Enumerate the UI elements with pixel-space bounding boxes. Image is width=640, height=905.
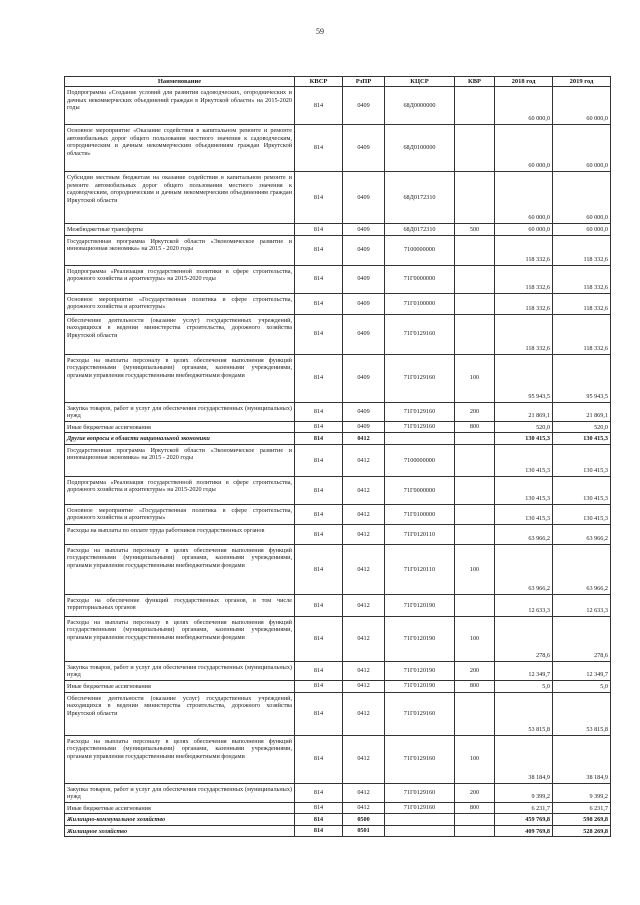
cell-2018: 118 332,6 [495, 314, 553, 354]
cell-kcsr: 71Г0129160 [385, 314, 455, 354]
table-row [65, 265, 611, 293]
cell-rzpr: 0409 [343, 224, 385, 236]
cell-kvr [455, 125, 495, 172]
header-rzpr: РзПР [343, 77, 385, 87]
cell-kcsr: 71Г0100000 [385, 504, 455, 524]
cell-name: Подпрограмма «Создание условий для развития садоводческих, огороднических и дачных некоммерческих объединений граждан в Иркутской области» на 2015-2020 годы [65, 87, 295, 125]
cell-kcsr: 68Д0172310 [385, 224, 455, 236]
cell-rzpr: 0412 [343, 661, 385, 680]
cell-rzpr: 0412 [343, 433, 385, 445]
cell-name: Иные бюджетные ассигнования [65, 421, 295, 433]
cell-2018: 5,0 [495, 680, 553, 692]
table-row [65, 433, 611, 445]
cell-2019: 130 415,3 [553, 444, 611, 476]
cell-kcsr: 7100000000 [385, 235, 455, 265]
cell-rzpr: 0501 [343, 825, 385, 837]
cell-name: Расходы на выплаты персоналу в целях обеспечения выполнения функций государственными (муниципальными) органами, казенными учреждениями, органами управления государственными внебюджетными фондами [65, 616, 295, 661]
cell-rzpr: 0412 [343, 616, 385, 661]
cell-name: Расходы на выплаты персоналу в целях обеспечения выполнения функций государственными (муниципальными) органами, казенными учреждениями, органами управления государственными внебюджетными фондами [65, 735, 295, 783]
cell-2018: 12 349,7 [495, 661, 553, 680]
cell-kvsr: 814 [295, 524, 343, 544]
cell-kvsr: 814 [295, 680, 343, 692]
cell-2018: 118 332,6 [495, 293, 553, 314]
cell-2018: 21 869,1 [495, 402, 553, 421]
cell-name: Межбюджетные трансферты [65, 224, 295, 236]
cell-rzpr: 0409 [343, 235, 385, 265]
cell-kvr [455, 433, 495, 445]
cell-kvsr: 814 [295, 87, 343, 125]
cell-kvr [455, 524, 495, 544]
cell-name: Расходы на выплаты по оплате труда работников государственных органов [65, 524, 295, 544]
cell-rzpr: 0409 [343, 172, 385, 224]
budget-table [64, 76, 611, 837]
cell-name: Иные бюджетные ассигнования [65, 802, 295, 814]
cell-name: Государственная программа Иркутской области «Экономическое развитие и инновационная экономика» на 2015 - 2020 годы [65, 444, 295, 476]
table-row [65, 814, 611, 826]
cell-kvsr: 814 [295, 476, 343, 504]
table-row [65, 235, 611, 265]
cell-2018: 118 332,6 [495, 235, 553, 265]
cell-rzpr: 0409 [343, 402, 385, 421]
cell-2019: 598 269,8 [553, 814, 611, 826]
cell-kvsr: 814 [295, 544, 343, 594]
cell-2019: 118 332,6 [553, 265, 611, 293]
cell-name: Обеспечение деятельности (оказание услуг) государственных учреждений, находящихся в ведении министерства строительства, дорожного хозяйства Иркутской области [65, 692, 295, 735]
cell-kvr [455, 235, 495, 265]
cell-kvr [455, 293, 495, 314]
cell-rzpr: 0412 [343, 476, 385, 504]
table-row [65, 594, 611, 616]
cell-kvsr: 814 [295, 402, 343, 421]
cell-2019: 520,0 [553, 421, 611, 433]
cell-kvr: 800 [455, 802, 495, 814]
cell-kcsr: 71Г0129160 [385, 421, 455, 433]
header-2018: 2018 год [495, 77, 553, 87]
cell-2018: 520,0 [495, 421, 553, 433]
cell-2018: 60 000,0 [495, 87, 553, 125]
cell-kvr [455, 594, 495, 616]
table-row [65, 314, 611, 354]
cell-name: Расходы на обеспечение функций государственных органов, в том числе территориальных органов [65, 594, 295, 616]
cell-kvsr: 814 [295, 421, 343, 433]
cell-kcsr: 71Г0129160 [385, 783, 455, 802]
cell-rzpr: 0409 [343, 125, 385, 172]
cell-2019: 118 332,6 [553, 293, 611, 314]
cell-kvr [455, 814, 495, 826]
cell-kvsr: 814 [295, 293, 343, 314]
cell-rzpr: 0412 [343, 544, 385, 594]
cell-kvsr: 814 [295, 504, 343, 524]
cell-kvr: 100 [455, 616, 495, 661]
cell-rzpr: 0409 [343, 87, 385, 125]
cell-2019: 528 269,8 [553, 825, 611, 837]
cell-2019: 5,0 [553, 680, 611, 692]
cell-kcsr: 68Д0100000 [385, 125, 455, 172]
table-row [65, 524, 611, 544]
cell-kcsr: 71Г0129160 [385, 802, 455, 814]
cell-kcsr: 71Г0000000 [385, 265, 455, 293]
header-kvsr: КВСР [295, 77, 343, 87]
cell-name: Государственная программа Иркутской области «Экономическое развитие и инновационная экономика» на 2015 - 2020 годы [65, 235, 295, 265]
table-row [65, 544, 611, 594]
cell-name: Обеспечение деятельности (оказание услуг) государственных учреждений, находящихся в ведении министерства строительства, дорожного хозяйства Иркутской области [65, 314, 295, 354]
cell-kcsr: 71Г0120190 [385, 661, 455, 680]
cell-2018: 118 332,6 [495, 265, 553, 293]
header-2019: 2019 год [553, 77, 611, 87]
cell-rzpr: 0412 [343, 692, 385, 735]
cell-kvsr: 814 [295, 314, 343, 354]
cell-2019: 53 815,8 [553, 692, 611, 735]
cell-kcsr [385, 825, 455, 837]
cell-name: Иные бюджетные ассигнования [65, 680, 295, 692]
cell-kvsr: 814 [295, 814, 343, 826]
table-row [65, 172, 611, 224]
table-row [65, 87, 611, 125]
cell-kvsr: 814 [295, 354, 343, 402]
cell-2018: 130 415,3 [495, 476, 553, 504]
table-row [65, 680, 611, 692]
cell-kvr [455, 265, 495, 293]
cell-kvr: 100 [455, 544, 495, 594]
cell-name: Субсидии местным бюджетам на оказание содействия в капитальном ремонте и ремонте автомобильных дорог общего пользования местного значения к садоводческим, огородническим и дачным некоммерческим объединениям граждан Иркутской области [65, 172, 295, 224]
cell-2019: 60 000,0 [553, 125, 611, 172]
cell-rzpr: 0412 [343, 735, 385, 783]
cell-name: Закупка товаров, работ и услуг для обеспечения государственных (муниципальных) нужд [65, 661, 295, 680]
cell-2019: 60 000,0 [553, 224, 611, 236]
table-row [65, 661, 611, 680]
cell-kvr [455, 692, 495, 735]
cell-kvr: 200 [455, 783, 495, 802]
cell-2019: 12 633,3 [553, 594, 611, 616]
cell-kcsr: 71Г0120110 [385, 524, 455, 544]
cell-2019: 38 184,9 [553, 735, 611, 783]
cell-kcsr: 71Г0100000 [385, 293, 455, 314]
cell-kvsr: 814 [295, 235, 343, 265]
cell-name: Подпрограмма «Реализация государственной политики в сфере строительства, дорожного хозяйства и архитектуры» на 2015-2020 годы [65, 476, 295, 504]
table-row [65, 802, 611, 814]
cell-2019: 60 000,0 [553, 172, 611, 224]
table-row [65, 402, 611, 421]
cell-2018: 6 231,7 [495, 802, 553, 814]
cell-kcsr [385, 814, 455, 826]
cell-name: Закупка товаров, работ и услуг для обеспечения государственных (муниципальных) нужд [65, 783, 295, 802]
cell-kcsr: 68Д0172310 [385, 172, 455, 224]
cell-kcsr: 7100000000 [385, 444, 455, 476]
table-row [65, 692, 611, 735]
cell-2018: 63 966,2 [495, 544, 553, 594]
cell-rzpr: 0412 [343, 783, 385, 802]
cell-kvr [455, 504, 495, 524]
cell-kvr: 200 [455, 402, 495, 421]
cell-kcsr: 71Г0000000 [385, 476, 455, 504]
cell-kvsr: 814 [295, 735, 343, 783]
table-row [65, 125, 611, 172]
cell-rzpr: 0412 [343, 504, 385, 524]
table-row [65, 783, 611, 802]
cell-2019: 118 332,6 [553, 314, 611, 354]
cell-kvr: 100 [455, 735, 495, 783]
cell-kvr [455, 314, 495, 354]
table-row [65, 444, 611, 476]
cell-2019: 6 231,7 [553, 802, 611, 814]
cell-kvsr: 814 [295, 616, 343, 661]
cell-2018: 278,6 [495, 616, 553, 661]
cell-rzpr: 0412 [343, 802, 385, 814]
table-row [65, 224, 611, 236]
cell-kcsr [385, 433, 455, 445]
cell-2019: 63 966,2 [553, 524, 611, 544]
cell-kvsr: 814 [295, 661, 343, 680]
cell-kcsr: 71Г0129160 [385, 354, 455, 402]
cell-rzpr: 0412 [343, 444, 385, 476]
cell-2018: 95 943,5 [495, 354, 553, 402]
cell-rzpr: 0409 [343, 421, 385, 433]
cell-2018: 459 769,8 [495, 814, 553, 826]
cell-kvsr: 814 [295, 783, 343, 802]
cell-kvsr: 814 [295, 224, 343, 236]
cell-kvsr: 814 [295, 802, 343, 814]
table-body [65, 87, 611, 837]
cell-kvsr: 814 [295, 433, 343, 445]
table-row [65, 421, 611, 433]
cell-kvr [455, 87, 495, 125]
cell-2019: 130 415,3 [553, 433, 611, 445]
table-header-row [65, 77, 611, 87]
cell-name: Жилищное хозяйство [65, 825, 295, 837]
header-name: Наименование [65, 77, 295, 87]
cell-kvr [455, 825, 495, 837]
cell-kcsr: 68Д0000000 [385, 87, 455, 125]
cell-2018: 130 415,3 [495, 444, 553, 476]
cell-kvr: 200 [455, 661, 495, 680]
cell-name: Расходы на выплаты персоналу в целях обеспечения выполнения функций государственными (муниципальными) органами, казенными учреждениями, органами управления государственными внебюджетными фондами [65, 544, 295, 594]
cell-rzpr: 0412 [343, 524, 385, 544]
cell-rzpr: 0409 [343, 293, 385, 314]
cell-2019: 130 415,3 [553, 476, 611, 504]
cell-2019: 118 332,6 [553, 235, 611, 265]
table-row [65, 504, 611, 524]
cell-2019: 9 399,2 [553, 783, 611, 802]
header-kcsr: КЦСР [385, 77, 455, 87]
cell-rzpr: 0500 [343, 814, 385, 826]
table-row [65, 735, 611, 783]
cell-kcsr: 71Г0129160 [385, 735, 455, 783]
cell-2018: 53 815,8 [495, 692, 553, 735]
cell-2019: 12 349,7 [553, 661, 611, 680]
header-kvr: КВР [455, 77, 495, 87]
cell-rzpr: 0409 [343, 265, 385, 293]
cell-kvsr: 814 [295, 444, 343, 476]
cell-name: Подпрограмма «Реализация государственной политики в сфере строительства, дорожного хозяйства и архитектуры» на 2015-2020 годы [65, 265, 295, 293]
cell-kvr: 500 [455, 224, 495, 236]
cell-name: Другие вопросы в области национальной экономики [65, 433, 295, 445]
cell-2018: 409 769,8 [495, 825, 553, 837]
table-row [65, 354, 611, 402]
cell-2019: 95 943,5 [553, 354, 611, 402]
cell-name: Основное мероприятие «Оказание содействия в капитальном ремонте и ремонте автомобильных дорог общего пользования местного значения к садоводческим, огородническим и дачным некоммерческим объединениям граждан Иркутской области» [65, 125, 295, 172]
cell-kvsr: 814 [295, 594, 343, 616]
cell-2018: 60 000,0 [495, 224, 553, 236]
cell-rzpr: 0412 [343, 680, 385, 692]
table-row [65, 293, 611, 314]
cell-kvsr: 814 [295, 172, 343, 224]
cell-2018: 60 000,0 [495, 172, 553, 224]
cell-name: Закупка товаров, работ и услуг для обеспечения государственных (муниципальных) нужд [65, 402, 295, 421]
cell-kvr: 800 [455, 680, 495, 692]
cell-2019: 63 966,2 [553, 544, 611, 594]
cell-name: Расходы на выплаты персоналу в целях обеспечения выполнения функций государственными (муниципальными) органами, казенными учреждениями, органами управления государственными внебюджетными фондами [65, 354, 295, 402]
cell-rzpr: 0409 [343, 354, 385, 402]
cell-2018: 9 399,2 [495, 783, 553, 802]
cell-kvr [455, 444, 495, 476]
cell-name: Жилищно-коммунальное хозяйство [65, 814, 295, 826]
cell-kvsr: 814 [295, 692, 343, 735]
cell-2018: 130 415,3 [495, 433, 553, 445]
cell-kvsr: 814 [295, 265, 343, 293]
table-row [65, 825, 611, 837]
table-row [65, 616, 611, 661]
cell-kvr [455, 476, 495, 504]
cell-2018: 63 966,2 [495, 524, 553, 544]
table-row [65, 476, 611, 504]
cell-rzpr: 0412 [343, 594, 385, 616]
cell-2019: 130 415,3 [553, 504, 611, 524]
cell-kvr [455, 172, 495, 224]
cell-2019: 278,6 [553, 616, 611, 661]
page-number: 59 [316, 27, 324, 36]
cell-2019: 21 869,1 [553, 402, 611, 421]
cell-kcsr: 71Г0120110 [385, 544, 455, 594]
cell-kcsr: 71Г0120190 [385, 616, 455, 661]
cell-2018: 130 415,3 [495, 504, 553, 524]
cell-kcsr: 71Г0120190 [385, 680, 455, 692]
cell-kcsr: 71Г0129160 [385, 692, 455, 735]
cell-2018: 38 184,9 [495, 735, 553, 783]
cell-kvr: 100 [455, 354, 495, 402]
cell-2019: 60 000,0 [553, 87, 611, 125]
cell-kcsr: 71Г0120190 [385, 594, 455, 616]
cell-kvsr: 814 [295, 125, 343, 172]
cell-kvr: 800 [455, 421, 495, 433]
cell-name: Основное мероприятие «Государственная политика в сфере строительства, дорожного хозяйства и архитектуры» [65, 293, 295, 314]
cell-name: Основное мероприятие «Государственная политика в сфере строительства, дорожного хозяйства и архитектуры» [65, 504, 295, 524]
cell-2018: 60 000,0 [495, 125, 553, 172]
cell-rzpr: 0409 [343, 314, 385, 354]
cell-2018: 12 633,3 [495, 594, 553, 616]
cell-kvsr: 814 [295, 825, 343, 837]
cell-kcsr: 71Г0129160 [385, 402, 455, 421]
